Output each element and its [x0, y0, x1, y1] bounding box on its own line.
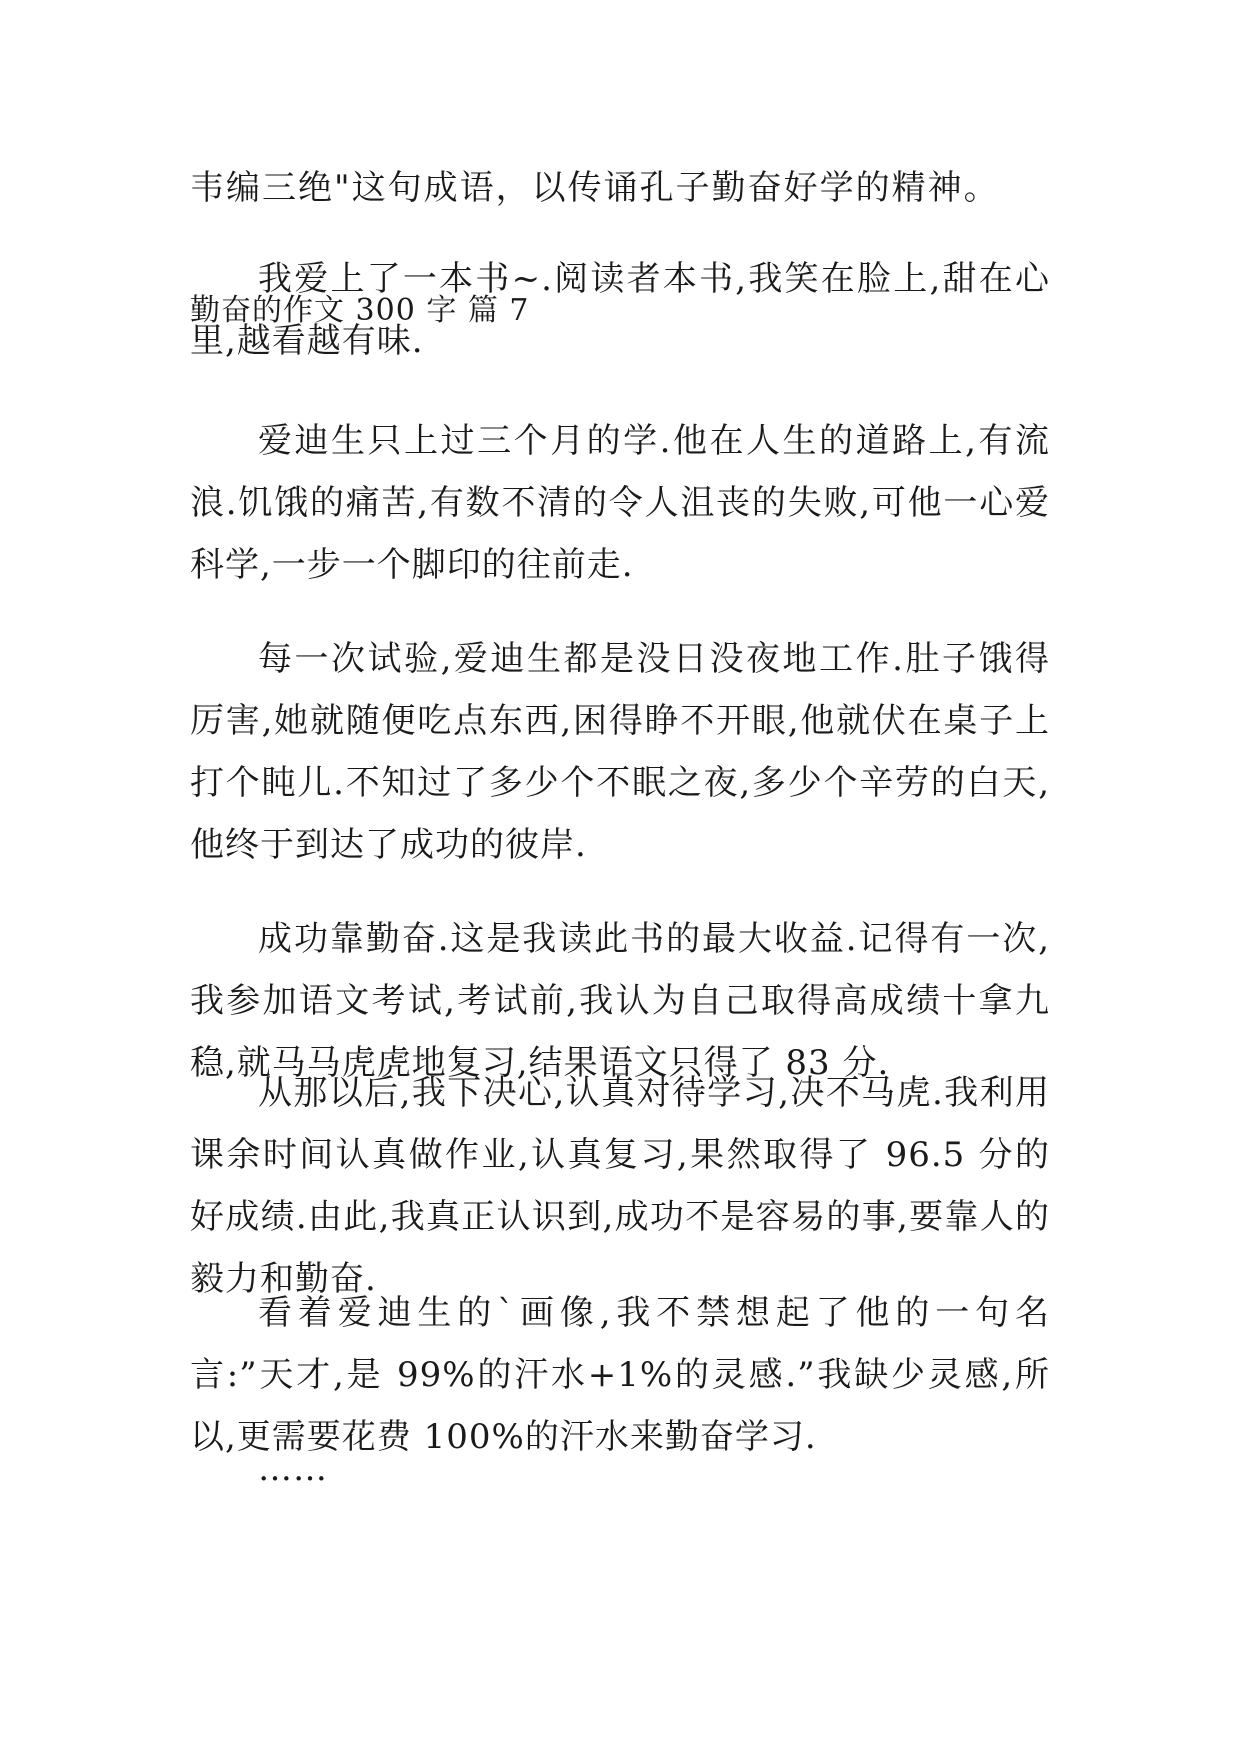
paragraph: 成功靠勤奋.这是我读此书的最大收益.记得有一次,我参加语文考试,考试前,我认为自己取得高成绩十拿九稳,就马马虎虎地复习,结果语文只得了 83 分. [190, 919, 1050, 1083]
paragraph: 每一次试验,爱迪生都是没日没夜地工作.肚子饿得厉害,她就随便吃点东西,困得睁不开眼,他就伏在桌子上打个盹儿.不知过了多少个不眠之夜,多少个辛劳的白天,他终于到达了成功的彼岸. [190, 639, 1050, 865]
ellipsis-paragraph: …… [258, 1449, 328, 1489]
intro-line: 韦编三绝"这句成语，以传诵孔子勤奋好学的精神。 [190, 168, 1000, 208]
paragraph: 从那以后,我下决心,认真对待学习,决不马虎.我利用课余时间认真做作业,认真复习,果然取得了 96.5 分的好成绩.由此,我真正认识到,成功不是容易的事,要靠人的毅力和勤奋. [190, 1073, 1050, 1299]
paragraph: 看着爱迪生的`画像,我不禁想起了他的一句名言:”天才,是 99%的汗水+1%的灵感.”我缺少灵感,所以,更需要花费 100%的汗水来勤奋学习. [190, 1293, 1050, 1457]
section-heading: 勤奋的作文 300 字 篇 7 [190, 293, 530, 328]
paragraph: 我爱上了一本书~.阅读者本书,我笑在脸上,甜在心里,越看越有味. [190, 259, 1050, 361]
paragraph: 爱迪生只上过三个月的学.他在人生的道路上,有流浪.饥饿的痛苦,有数不清的令人沮丧的失败,可他一心爱科学,一步一个脚印的往前走. [190, 421, 1050, 585]
